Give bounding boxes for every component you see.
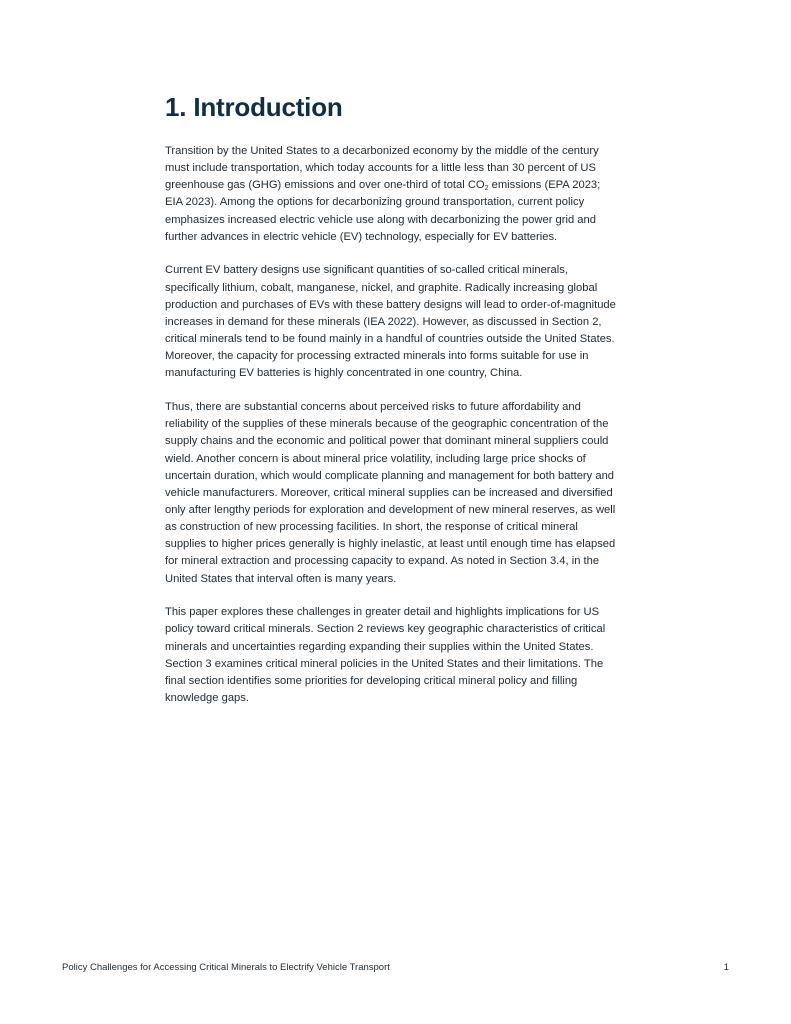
- paragraph-4: This paper explores these challenges in greater detail and highlights implications for US policy toward critical minerals. Section 2 reviews key geographic characteristics of critical minerals and uncertainties regarding expanding their supplies within the United States. Section 3 examines critical mineral policies in the United States and their limitations. The final section identifies some priorities for developing critical mineral policy and filling knowledge gaps.: [165, 606, 606, 705]
- paragraph-1-text-a: Transition by the United States to a decarbonized economy by the middle of the century must include transportation, which today accounts for a little less than 30 percent of US greenhouse gas (GHG) emissions and over one-third of total CO: [165, 145, 599, 192]
- body-text: [165, 143, 620, 724]
- paragraph-1: [165, 143, 620, 246]
- section-heading: [165, 90, 343, 124]
- co2-subscript: 2: [484, 185, 489, 193]
- footer-title: Policy Challenges for Accessing Critical Minerals to Electrify Vehicle Transport: [62, 962, 390, 973]
- paragraph-3: Thus, there are substantial concerns about perceived risks to future affordability and reliability of the supplies of these minerals because of the geographic concentration of the supply chains and the economic and political power that dominant mineral suppliers could wield. Another concern is about mineral price volatility, including large price shocks of uncertain duration, which would complicate planning and management for both battery and vehicle manufacturers. Moreover, critical mineral supplies can be increased and diversified only after lengthy periods for exploration and development of new mineral reserves, as well as construction of new processing facilities. In short, the response of critical mineral supplies to higher prices generally is highly inelastic, at least until enough time has elapsed for mineral extraction and processing capacity to expand. As noted in Section 3.4, in the United States that interval often is many years.: [165, 401, 616, 585]
- section-number: 1.: [165, 92, 187, 122]
- section-title: Introduction: [193, 92, 343, 122]
- paragraph-1-text-b: emissions (EPA 2023; EIA 2023). Among the options for decarbonizing ground transportation, current policy emphasizes increased electric vehicle use along with decarbonizing the power grid and further advances in electric vehicle (EV) technology, especially for EV batteries.: [165, 179, 601, 243]
- page-number: 1: [723, 962, 729, 973]
- paragraph-2: Current EV battery designs use significant quantities of so-called critical minerals, specifically lithium, cobalt, manganese, nickel, and graphite. Radically increasing global production and purchases of EVs with these battery designs will lead to order-of-magnitude increases in demand for these minerals (IEA 2022). However, as discussed in Section 2, critical minerals tend to be found mainly in a handful of countries outside the United States. Moreover, the capacity for processing extracted minerals into forms suitable for use in manufacturing EV batteries is highly concentrated in one country, China.: [165, 264, 616, 380]
